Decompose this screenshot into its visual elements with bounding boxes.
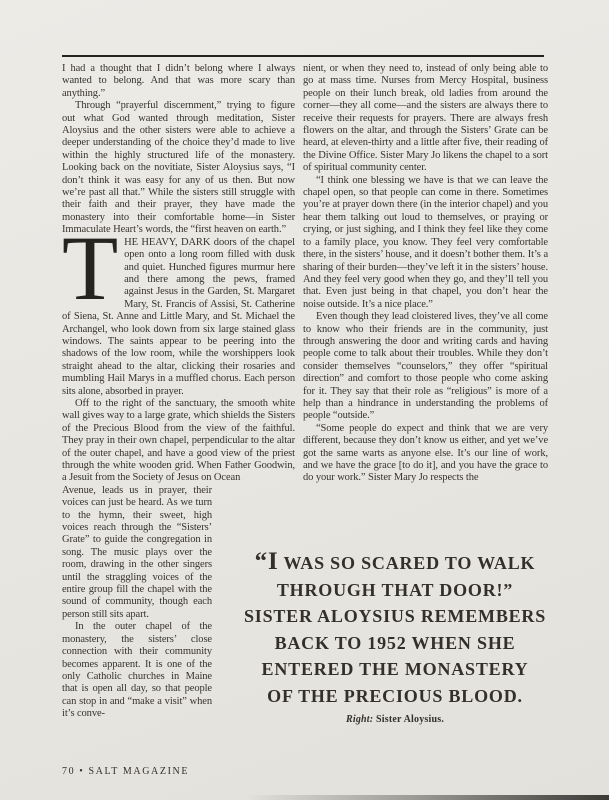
para-cloistered: Even though they lead cloistered lives, they’ve all come to know who their friends are in the community, just through answering the door and writing cards and having people come to talk about their troubles. While they don’t consider themselves “counselors,” they offer “spiritual direction” and comfort to those people who come asking for it. They say that their role as “religious” is more of a help than a hindrance in understanding the problems of people “outside.” [303,311,548,422]
page-footer: 70 • SALT MAGAZINE [62,766,190,777]
para-intro-quote: I had a thought that I didn’t belong where I always wanted to belong. And that was more scary than anything.” [62,63,295,99]
caption-text: Sister Aloysius. [373,714,445,725]
para-grate: Off to the right of the sanctuary, the smooth white wall gives way to a large grate, which shields the Sisters of the Precious Blood from the view of the faithful. They pray in their own chapel, perpendicular to the altar of the outer chapel, and have a good view of the priest through the white wooden grid. When Father Goodwin, a Jesuit from the Society of Jesus on Ocean [62,397,295,484]
pull-quote-line-1-text: WAS SO SCARED TO WALK [278,553,536,573]
pull-quote-line-2: THROUGH THAT DOOR!” [276,579,514,600]
pull-quote-line-6: OF THE PRECIOUS BLOOD. [267,685,523,706]
pull-quote-line-1 [230,549,560,577]
para-convenient: nient, or when they need to, instead of only being able to go at mass time. Nurses from Mercy Hospital, business people on their lunch break, old ladies from around the corner—they all come—and the sisters are always there to receive their requests for prayers. There are always fresh flowers on the altar, and through the Sisters’ Grate can be heard, at eleven-thirty and a little after five, their reading of the Divine Office. Sister Mary Jo likens the chapel to a sort of spiritual community center. [303,63,548,174]
para-outer-chapel: In the outer chapel of the monastery, the sisters’ close connection with their community becomes apparent. It is one of the only Catholic churches in Maine that is open all day, so that people can stop in and “make a visit” when it’s conve- [62,621,212,720]
photo-caption [230,714,560,725]
drop-cap-letter: T [62,216,119,319]
right-column [303,63,548,485]
caption-label: Right: [345,714,374,725]
pull-quote [230,549,560,725]
pull-quote-lead: “I [254,548,279,575]
top-rule [62,55,544,57]
left-column-narrow [62,485,212,721]
para-discernment: Through “prayerful discernment,” trying to figure out what God wanted through meditation, Sister Aloysius and the other sisters were able to achieve a deeper understanding of the choice they’d made to live within the highly structured life of the monastery. Looking back on the novitiate, Sister Aloysius says, “I don’t think it was easy for any of us then. But now we’re past all that.” While the sisters still struggle with their faith and their prayer, they have made the monastery into their comfortable home—in Sister Immaculate Heart’s words, the “first heaven on earth.” [62,100,295,236]
para-grate-continued: Avenue, leads us in prayer, their voices can just be heard. As we turn to the hymn, their sweet, high voices reach through the “Sisters’ Grate” to guide the congregation in song. The music plays over the room, drawing in the other singers until the straggling voices of the entire group fill the chapel with the sound of community, though each person still sits apart. [62,484,212,620]
pull-quote-line-4: BACK TO 1952 WHEN SHE [274,632,516,653]
pull-quote-line-5: ENTERED THE MONASTERY [261,659,529,679]
pull-quote-line-3: SISTER ALOYSIUS REMEMBERS [243,606,547,626]
para-some-people: “Some people do expect and think that we are very different, because they don’t know us either, and yet we’ve got the same warts as anyone else. It’s our line of work, and we have the grace [to do it], and you have the grace to do your work.” Sister Mary Jo respects the [303,422,548,484]
para-chapel-dropcap [62,216,295,398]
para-chapel-text: HE HEAVY, DARK doors of the chapel open onto a long room filled with dusk and quiet. Hunched figures murmur here and there among the pews, framed against Jesus in the Garden, St. Margaret Mary, St. Francis of Assisi, St. Catherine of Siena, St. Anne and Little Mary, and St. Michael the Archangel, who look down from six large stained glass windows. The saints appear to be peering into the shadows of the low room, while the worshippers look straight ahead to the altar, clicking their rosaries and mumbling Hail Marys in a muffled chorus. Each person sits alone, absorbed in prayer. [62,236,295,397]
para-blessing-quote: “I think one blessing we have is that we can leave the chapel open, so that people can come in there. Sometimes you’re at prayer down there (in the interior chapel) and you hear them talking out loud to themselves, or praying or crying, or just sighing, and I think they feel like they come to a family place, you know. They feel very comfortable there, in the sisters’ house, and it doesn’t bother them. It’s a sharing of their burden—they’ve left it in the sisters’ house. And they feel very good when they go, and they’ll tell you that. Even just being in that chapel, you don’t hear the noise outside. It’s a nice place.” [303,174,548,310]
scan-page-edge [0,795,609,800]
